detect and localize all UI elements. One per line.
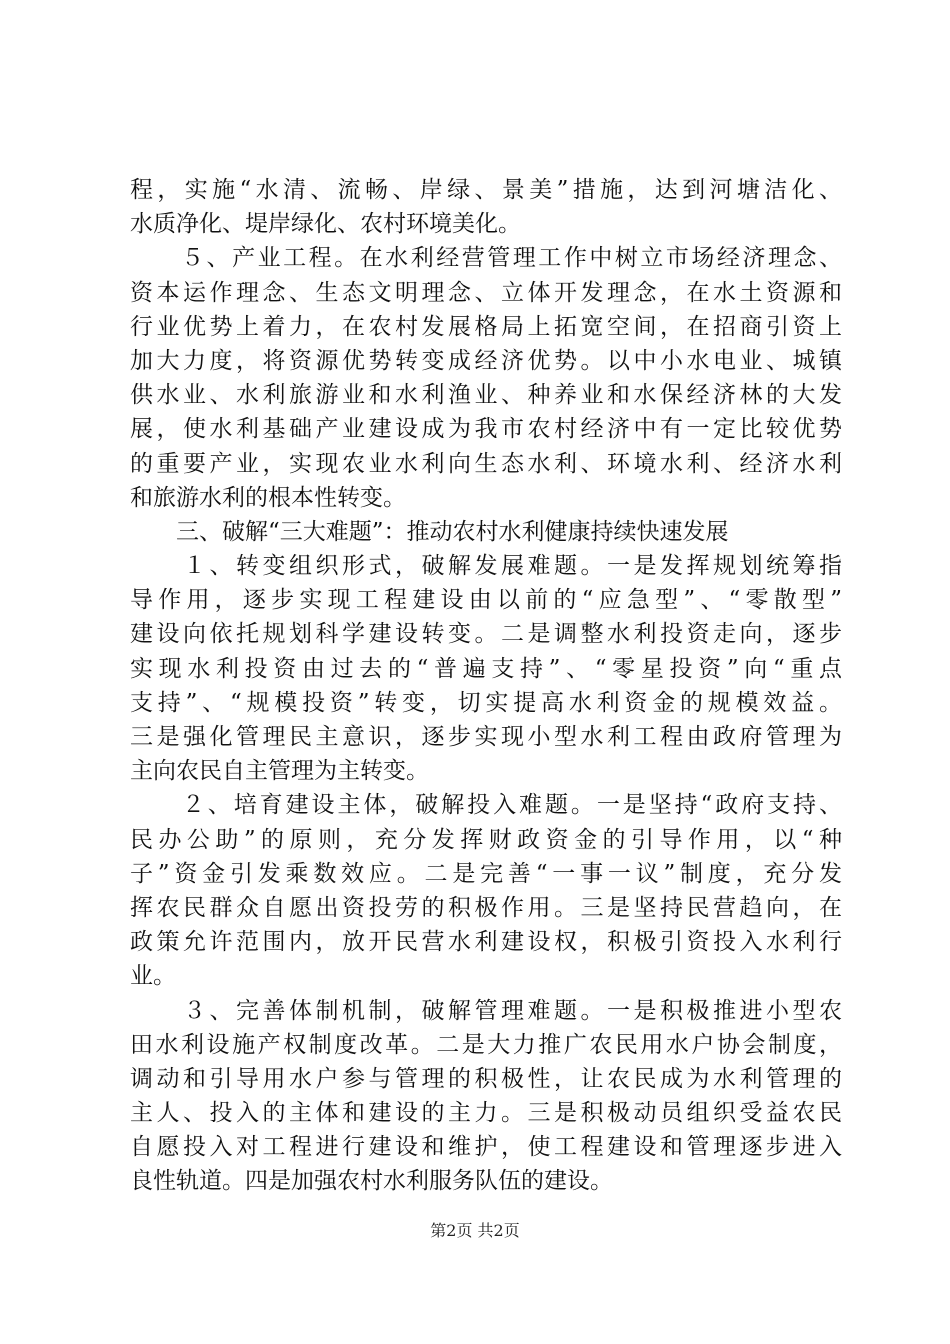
text-line: 挥农民群众自愿出资投劳的积极作用。三是坚持民营趋向，在 [130,894,842,921]
text-line: 实现水利投资由过去的“普遍支持”、“零星投资”向“重点 [130,655,842,682]
text-line: 业。 [130,963,176,990]
text-line: 子”资金引发乘数效应。二是完善“一事一议”制度，充分发 [130,860,842,887]
text-line: 良性轨道。四是加强农村水利服务队伍的建设。 [130,1168,613,1195]
text-line: 调动和引导用水户参与管理的积极性，让农民成为水利管理的 [130,1065,842,1092]
text-line: ３、完善体制机制，破解管理难题。一是积极推进小型农 [130,997,842,1024]
text-line: 三、破解“三大难题”：推动农村水利健康持续快速发展 [130,518,729,545]
text-line: 支持”、“规模投资”转变，切实提高水利资金的规模效益。 [130,689,842,716]
text-line: 三是强化管理民主意识，逐步实现小型水利工程由政府管理为 [130,724,842,750]
text-line: 和旅游水利的根本性转变。 [130,484,406,511]
text-line: 水质净化、堤岸绿化、农村环境美化。 [130,211,521,238]
text-line: 主人、投入的主体和建设的主力。三是积极动员组织受益农民 [130,1100,842,1127]
text-line: 资本运作理念、生态文明理念、立体开发理念，在水土资源和 [130,279,842,306]
text-line: 行业优势上着力，在农村发展格局上拓宽空间，在招商引资上 [130,313,842,340]
text-line: 自愿投入对工程进行建设和维护，使工程建设和管理逐步进入 [130,1134,842,1161]
document-body [130,173,842,1199]
text-line: 政策允许范围内，放开民营水利建设权，积极引资投入水利行 [130,929,842,956]
text-line: 主向农民自主管理为主转变。 [130,758,429,785]
text-line: 展，使水利基础产业建设成为我市农村经济中有一定比较优势 [130,416,842,443]
text-line: １、转变组织形式，破解发展难题。一是发挥规划统筹指 [130,553,842,580]
text-line: 导作用，逐步实现工程建设由以前的“应急型”、“零散型” [130,587,842,614]
text-line: 程，实施“水清、流畅、岸绿、景美”措施，达到河塘洁化、 [130,177,842,203]
text-line: 田水利设施产权制度改革。二是大力推广农民用水户协会制度， [130,1031,842,1058]
page-footer: 第2页 共2页 [430,1221,520,1240]
text-line: ５、产业工程。在水利经营管理工作中树立市场经济理念、 [130,245,842,272]
text-line: 建设向依托规划科学建设转变。二是调整水利投资走向，逐步 [130,621,842,648]
text-line: ２、培育建设主体，破解投入难题。一是坚持“政府支持、 [130,792,842,819]
text-line: 民办公助”的原则，充分发挥财政资金的引导作用，以“种 [130,826,842,853]
text-line: 供水业、水利旅游业和水利渔业、种养业和水保经济林的大发 [130,382,842,409]
text-line: 的重要产业，实现农业水利向生态水利、环境水利、经济水利 [130,450,842,477]
text-line: 加大力度，将资源优势转变成经济优势。以中小水电业、城镇 [130,347,842,374]
